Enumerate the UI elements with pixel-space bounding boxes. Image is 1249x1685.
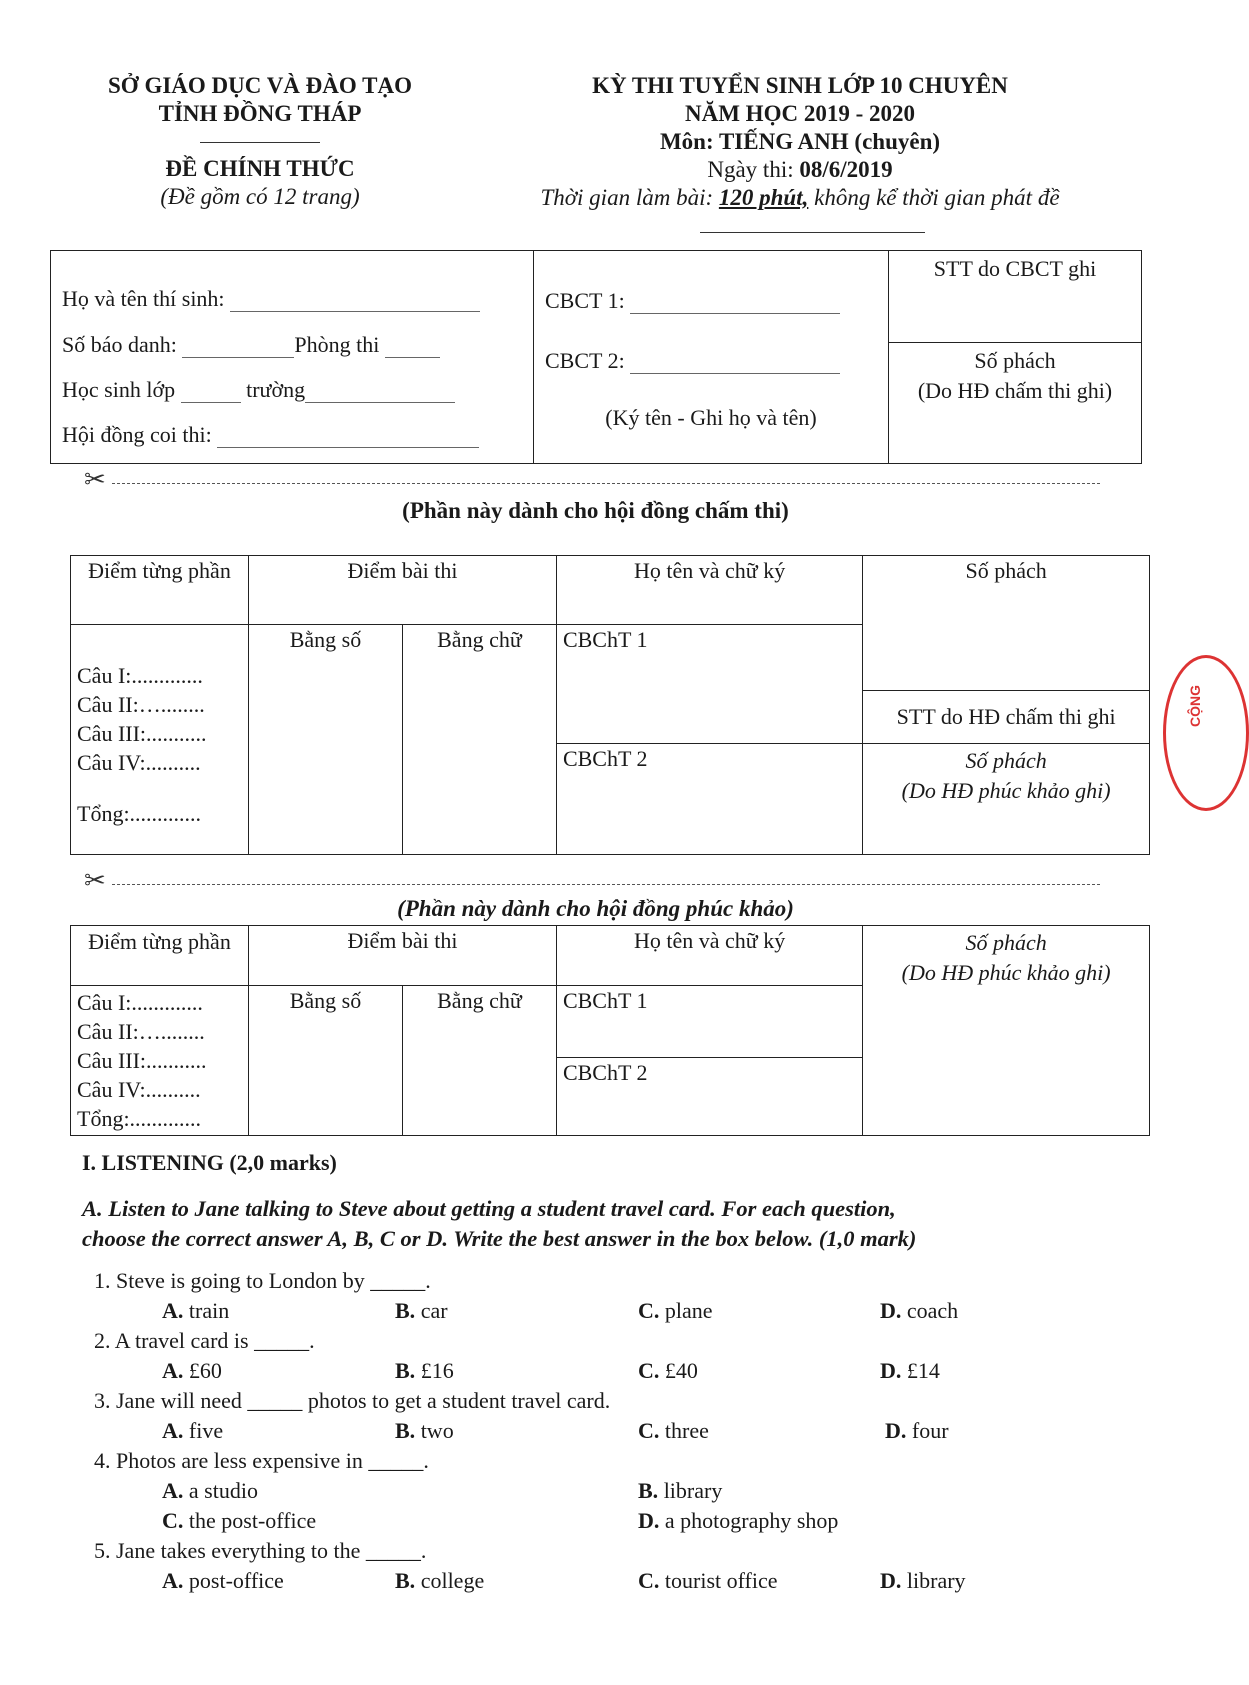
proctor2-label: CBCT 2:: [545, 348, 625, 373]
q3-option-b[interactable]: B. two: [395, 1418, 454, 1443]
grader1-cell[interactable]: CBChT 1: [556, 986, 862, 1058]
q1-score[interactable]: Câu I:.............: [77, 662, 203, 688]
col-name-sign-header: Họ tên và chữ ký: [556, 556, 862, 625]
q5-option-d[interactable]: D. library: [880, 1568, 966, 1593]
grader2-cell[interactable]: CBChT 2: [556, 744, 862, 855]
divider: [888, 342, 1142, 343]
room-label: Phòng thi: [294, 332, 380, 357]
q5-option-a[interactable]: A. post-office: [162, 1568, 284, 1593]
council-label: Hội đồng coi thi:: [62, 422, 212, 447]
question-5-stem: 5. Jane takes everything to the _____.: [94, 1538, 427, 1563]
divider: [200, 142, 320, 143]
review-table: [70, 925, 1150, 1136]
q3-option-d[interactable]: D. four: [885, 1418, 949, 1443]
divider: [888, 250, 889, 464]
divider: [700, 232, 925, 233]
section-title: I. LISTENING (2,0 marks): [82, 1150, 337, 1175]
q2-option-c[interactable]: C. £40: [638, 1358, 698, 1383]
proctor1-field[interactable]: [545, 288, 840, 314]
col-name-sign-header: Họ tên và chữ ký: [556, 926, 862, 986]
col-score-header: Điểm bài thi: [248, 926, 556, 986]
school-year: NĂM HỌC 2019 - 2020: [685, 101, 915, 126]
stt-proctor-label: STT do CBCT ghi: [933, 256, 1097, 281]
col-section-header: Điểm từng phần: [71, 556, 249, 625]
section-instructions: A. Listen to Jane talking to Steve about getting a student travel card. For each question, choose the correct answer A, B, C or D. Write the best answer in the box below. (1,0 mark): [82, 1196, 917, 1251]
question-2-stem: 2. A travel card is _____.: [94, 1328, 315, 1353]
official-label: ĐỀ CHÍNH THỨC: [165, 156, 355, 181]
header-left: [70, 72, 450, 211]
exam-duration: Thời gian làm bài: 120 phút, không kể thời gian phát đề: [540, 185, 1060, 210]
cut-line: [112, 884, 1100, 885]
exam-title: KỲ THI TUYỂN SINH LỚP 10 CHUYÊN: [592, 73, 1008, 98]
class-label: Học sinh lớp: [62, 377, 176, 402]
subject-line: Môn: TIẾNG ANH (chuyên): [659, 129, 941, 154]
q2-option-a[interactable]: A. £60: [162, 1358, 222, 1383]
q4-option-c[interactable]: C. the post-office: [162, 1508, 317, 1533]
q4-option-b[interactable]: B. library: [638, 1478, 723, 1503]
sign-note: (Ký tên - Ghi họ và tên): [605, 405, 817, 430]
question-1-stem: 1. Steve is going to London by _____.: [94, 1268, 431, 1293]
candidate-name-label: Họ và tên thí sinh:: [62, 286, 225, 311]
col-score-header: Điểm bài thi: [248, 556, 556, 625]
grader2-cell[interactable]: CBChT 2: [556, 1058, 862, 1136]
scissors-icon: ✂: [84, 866, 106, 895]
q2-option-b[interactable]: B. £16: [395, 1358, 454, 1383]
q3-option-a[interactable]: A. five: [162, 1418, 224, 1443]
q3-score[interactable]: Câu III:...........: [77, 1048, 207, 1073]
score-words-cell[interactable]: Bằng chữ: [402, 986, 556, 1136]
proctor1-label: CBCT 1:: [545, 288, 625, 313]
question-4-stem: 4. Photos are less expensive in _____.: [94, 1448, 429, 1473]
q2-score[interactable]: Câu II:…........: [77, 1019, 205, 1044]
q2-score[interactable]: Câu II:…........: [77, 691, 205, 717]
q1-option-a[interactable]: A. train: [162, 1298, 230, 1323]
pages-note: (Đề gồm có 12 trang): [160, 184, 360, 209]
score-words-cell[interactable]: Bằng chữ: [402, 624, 556, 854]
registration-label: Số báo danh:: [62, 332, 177, 357]
review-title: (Phần này dành cho hội đồng phúc khảo): [397, 896, 794, 921]
q5-option-c[interactable]: C. tourist office: [638, 1568, 778, 1593]
class-school-field[interactable]: [62, 377, 455, 403]
q1-option-c[interactable]: C. plane: [638, 1298, 713, 1323]
cut-line: [112, 483, 1100, 484]
question-3-stem: 3. Jane will need _____ photos to get a student travel card.: [94, 1388, 611, 1413]
score-number-cell[interactable]: Bằng số: [248, 986, 402, 1136]
stt-grading-cell[interactable]: STT do HĐ chấm thi ghi: [863, 691, 1150, 744]
q3-score[interactable]: Câu III:...........: [77, 720, 207, 746]
school-label: trường: [246, 377, 306, 402]
q1-option-b[interactable]: B. car: [395, 1298, 448, 1323]
so-phach-label: Số phách: [974, 348, 1056, 373]
official-stamp-icon: CỘNG: [1163, 655, 1249, 811]
proctor2-field[interactable]: [545, 348, 840, 374]
scissors-icon: ✂: [84, 465, 106, 494]
q5-option-b[interactable]: B. college: [395, 1568, 485, 1593]
council-field[interactable]: [62, 422, 479, 448]
so-phach-note: (Do HĐ chấm thi ghi): [917, 378, 1113, 403]
q4-option-d[interactable]: D. a photography shop: [638, 1508, 839, 1533]
section-scores-cell: [71, 624, 249, 854]
col-phach-header: Số phách: [863, 556, 1150, 691]
grader1-cell[interactable]: CBChT 1: [556, 624, 862, 744]
department-name: SỞ GIÁO DỤC VÀ ĐÀO TẠO: [108, 73, 412, 98]
header-right: [470, 72, 1130, 212]
grading-table: [70, 555, 1150, 855]
exam-date: Ngày thi: 08/6/2019: [707, 157, 893, 182]
col-section-header: Điểm từng phần: [71, 926, 249, 986]
phach-review-cell[interactable]: Số phách (Do HĐ phúc khảo ghi): [863, 744, 1150, 855]
q4-option-a[interactable]: A. a studio: [162, 1478, 258, 1503]
divider: [533, 250, 534, 464]
q3-option-c[interactable]: C. three: [638, 1418, 709, 1443]
q4-score[interactable]: Câu IV:..........: [77, 749, 201, 775]
q1-option-d[interactable]: D. coach: [880, 1298, 959, 1323]
registration-field[interactable]: [62, 332, 440, 358]
q2-option-d[interactable]: D. £14: [880, 1358, 940, 1383]
total-score[interactable]: Tổng:.............: [77, 800, 202, 826]
so-phach-block: [890, 346, 1140, 406]
col-phach-header[interactable]: Số phách (Do HĐ phúc khảo ghi): [863, 926, 1150, 1136]
province-name: TỈNH ĐỒNG THÁP: [158, 101, 362, 126]
score-number-cell[interactable]: Bằng số: [248, 624, 402, 854]
q1-score[interactable]: Câu I:.............: [77, 990, 203, 1015]
grading-title: (Phần này dành cho hội đồng chấm thi): [402, 498, 789, 523]
section-scores-cell: [71, 986, 249, 1136]
candidate-name-field[interactable]: [62, 286, 480, 312]
total-score[interactable]: Tổng:.............: [77, 1106, 202, 1131]
q4-score[interactable]: Câu IV:..........: [77, 1077, 201, 1102]
